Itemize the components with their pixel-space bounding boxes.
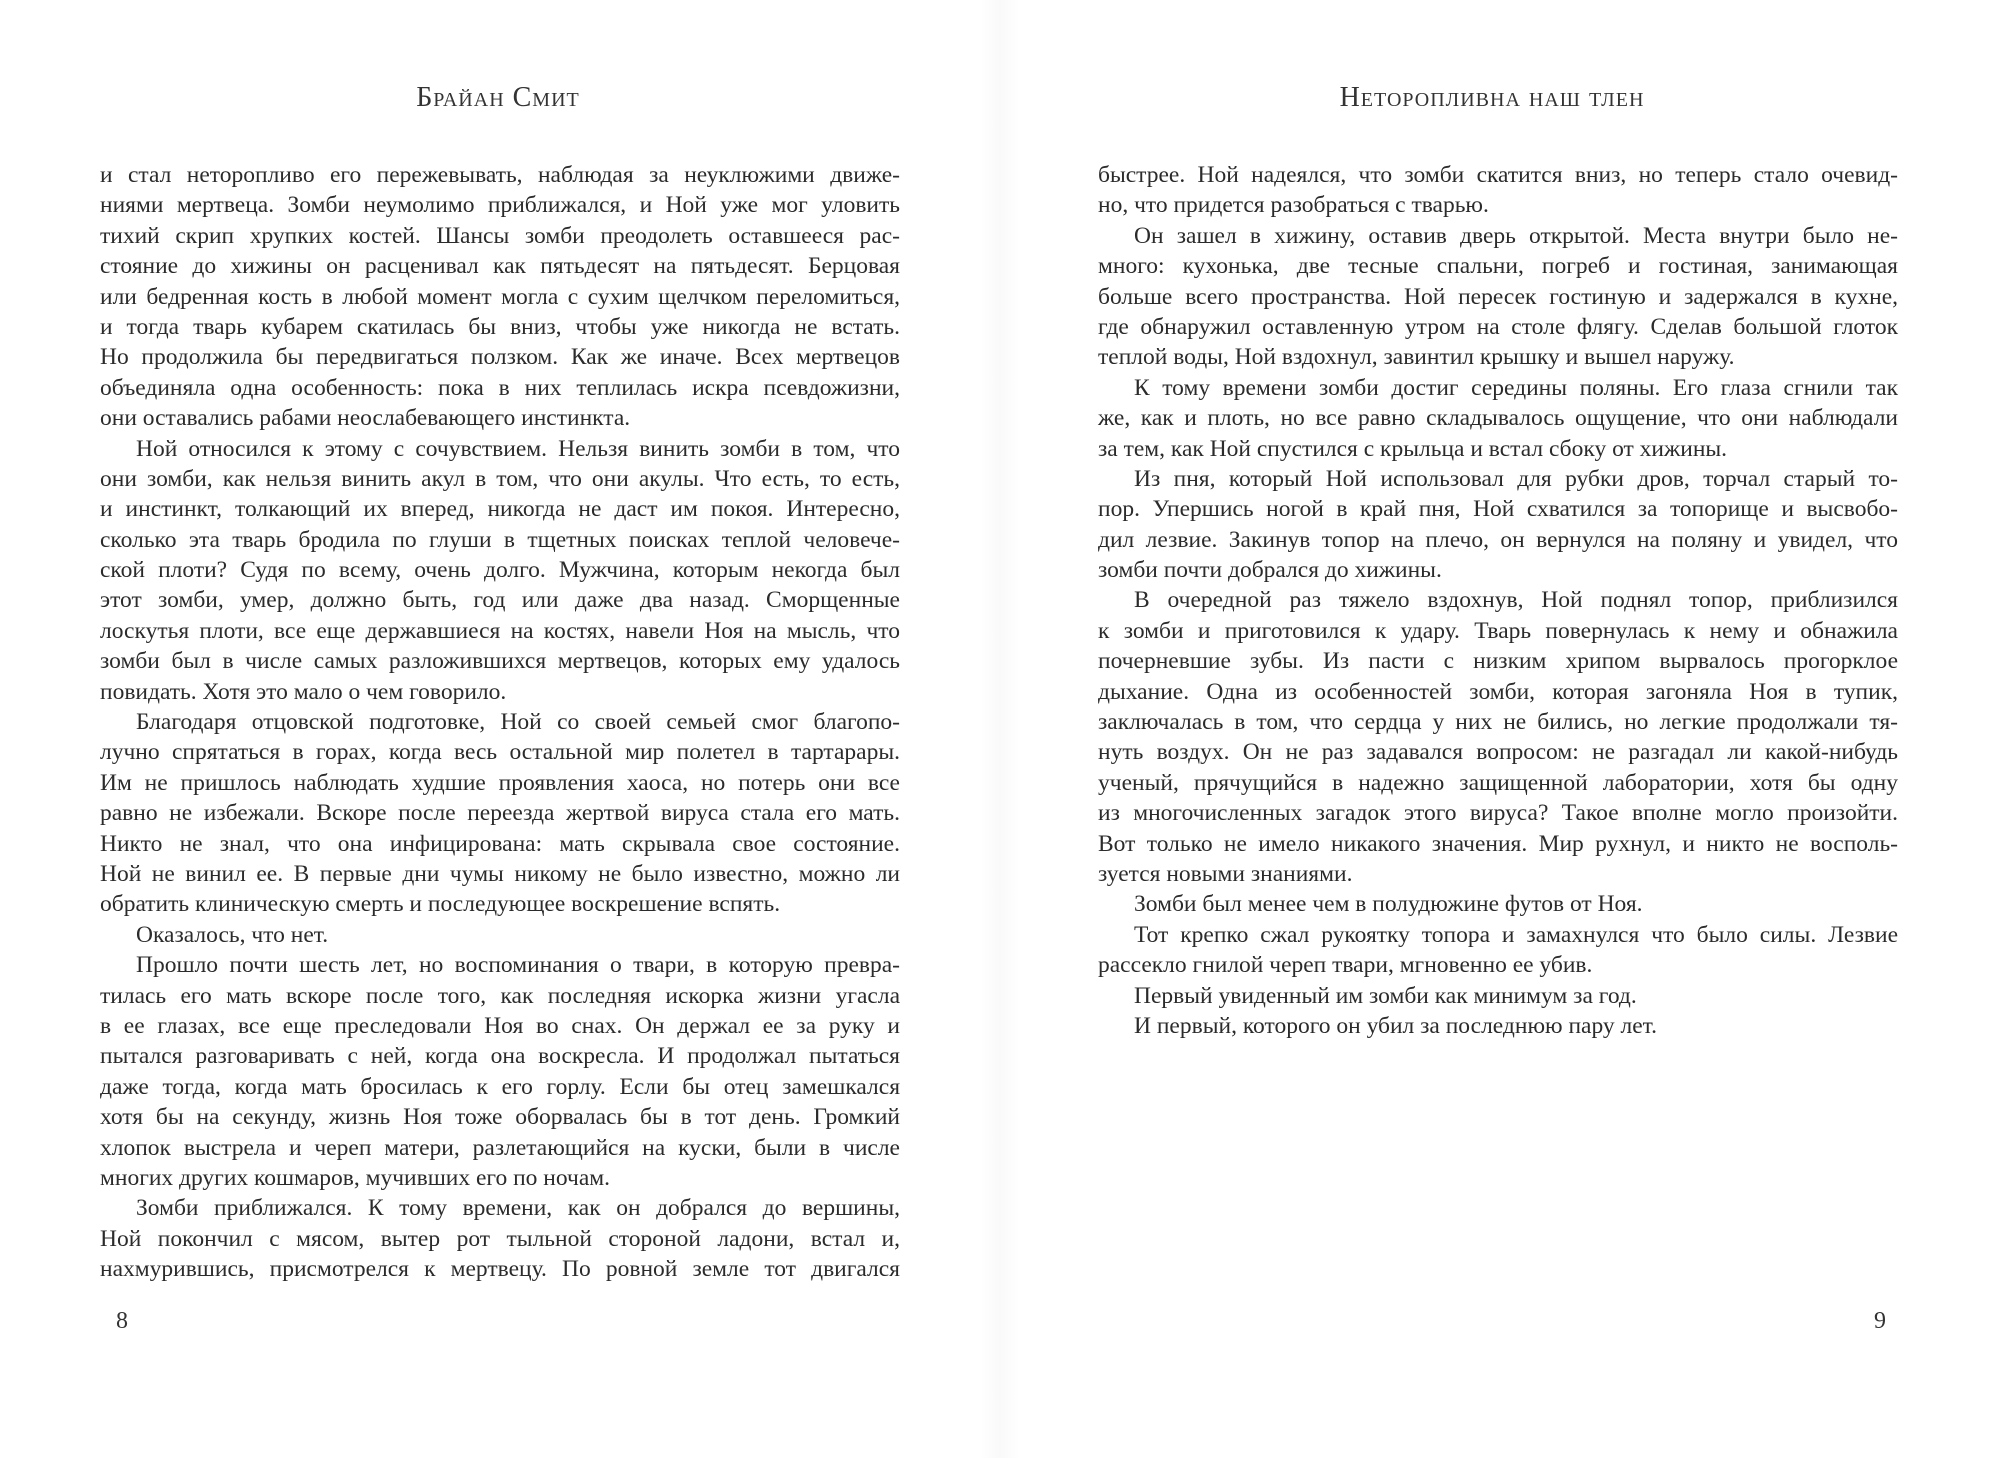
text-line: Первый увиденный им зомби как минимум за год. bbox=[1134, 982, 1637, 1009]
text-line: стояние до хижины он расценивал как пятьдесят на пятьдесят. Берцовая bbox=[100, 253, 900, 280]
right-page bbox=[1098, 0, 1898, 1458]
right-page-body-text bbox=[1098, 160, 1898, 1041]
left-page-body-text bbox=[100, 160, 900, 1284]
text-line: почерневшие зубы. Из пасти с низким хрипом вырвалось прогорклое bbox=[1098, 648, 1898, 675]
text-line: быстрее. Ной надеялся, что зомби скатится вниз, но теперь стало очевид- bbox=[1098, 162, 1898, 188]
text-line: Вот только не имело никакого значения. Мир рухнул, и никто не восполь- bbox=[1098, 830, 1898, 857]
text-line: В очередной раз тяжело вздохнув, Ной поднял топор, приблизился bbox=[1134, 587, 1898, 614]
text-line: в ее глазах, все еще преследовали Ноя во снах. Он держал ее за руку и bbox=[100, 1012, 900, 1039]
text-line: Ной не винил ее. В первые дни чумы никому не было известно, можно ли bbox=[100, 860, 900, 887]
text-line: или бедренная кость в любой момент могла с сухим щелчком переломиться, bbox=[100, 283, 900, 310]
text-line: заключалась в том, что сердца у них не бились, но легкие продолжали тя- bbox=[1098, 709, 1898, 736]
text-line: И первый, которого он убил за последнюю пару лет. bbox=[1134, 1012, 1658, 1039]
text-line: сколько эта тварь бродила по глуши в тщетных поисках теплой человече- bbox=[100, 526, 900, 553]
text-line: Ной покончил с мясом, вытер рот тыльной стороной ладони, встал и, bbox=[100, 1225, 900, 1252]
text-line: хотя бы на секунду, жизнь Ноя тоже оборвалась бы в тот день. Громкий bbox=[100, 1104, 900, 1131]
left-page bbox=[100, 0, 900, 1458]
text-line: пор. Упершись ногой в край пня, Ной схватился за топорище и высвобо- bbox=[1098, 496, 1898, 523]
text-line: дил лезвие. Закинув топор на плечо, он вернулся на поляну и увидел, что bbox=[1098, 526, 1898, 553]
text-line: Зомби был менее чем в полудюжине футов от Ноя. bbox=[1134, 891, 1643, 918]
text-line: лоскутья плоти, все еще державшиеся на костях, навели Ноя на мысль, что bbox=[100, 617, 900, 644]
text-line: же, как и плоть, но все равно складывалось ощущение, что они наблюдали bbox=[1098, 405, 1898, 432]
text-line: тилась его мать вскоре после того, как последняя искорка жизни угасла bbox=[100, 982, 900, 1009]
text-line: Им не пришлось наблюдать худшие проявления хаоса, но потерь они все bbox=[100, 769, 900, 796]
text-line: пытался разговаривать с ней, когда она воскресла. И продолжал пытаться bbox=[100, 1043, 900, 1070]
page-number-left: 8 bbox=[116, 1308, 128, 1334]
text-line: больше всего пространства. Ной пересек гостиную и задержался в кухне, bbox=[1098, 283, 1898, 310]
text-line: ниями мертвеца. Зомби неумолимо приближался, и Ной уже мог уловить bbox=[100, 192, 900, 219]
running-head-title: Неторопливна наш тлен bbox=[1339, 82, 1645, 113]
page-number-right: 9 bbox=[1874, 1308, 1886, 1334]
text-line: объединяла одна особенность: пока в них теплилась искра псевдожизни, bbox=[100, 374, 900, 401]
text-line: зуется новыми знаниями. bbox=[1098, 860, 1353, 887]
text-line: и тогда тварь кубарем скатилась бы вниз, чтобы уже никогда не встать. bbox=[100, 313, 900, 340]
text-line: нуть воздух. Он не раз задавался вопросом: не разгадал ли какой-нибудь bbox=[1098, 739, 1898, 766]
text-line: Никто не знал, что она инфицирована: мать скрывала свое состояние. bbox=[100, 830, 900, 857]
text-line: они оставались рабами неослабевающего инстинкта. bbox=[100, 405, 631, 432]
text-line: Но продолжила бы передвигаться ползком. Как же иначе. Всех мертвецов bbox=[100, 344, 900, 371]
text-line: ской плоти? Судя по всему, очень долго. Мужчина, которым некогда был bbox=[100, 557, 900, 584]
text-line: равно не избежали. Вскоре после переезда жертвой вируса стала его мать. bbox=[100, 800, 900, 827]
text-line: Из пня, который Ной использовал для рубки дров, торчал старый то- bbox=[1134, 465, 1898, 492]
text-line: к зомби и приготовился к удару. Тварь повернулась к нему и обнажила bbox=[1098, 617, 1898, 644]
text-line: Оказалось, что нет. bbox=[136, 921, 329, 948]
book-gutter bbox=[980, 0, 1020, 1458]
text-line: Тот крепко сжал рукоятку топора и замахнулся что было силы. Лезвие bbox=[1134, 921, 1898, 948]
text-line: повидать. Хотя это мало о чем говорило. bbox=[100, 678, 507, 705]
text-line: теплой воды, Ной вздохнул, завинтил крышку и вышел наружу. bbox=[1098, 344, 1735, 371]
text-line: этот зомби, умер, должно быть, год или даже два назад. Сморщенные bbox=[100, 587, 900, 614]
text-line: К тому времени зомби достиг середины поляны. Его глаза сгнили так bbox=[1134, 374, 1898, 401]
text-line: Благодаря отцовской подготовке, Ной со своей семьей смог благопо- bbox=[136, 709, 900, 736]
text-line: Прошло почти шесть лет, но воспоминания о твари, в которую превра- bbox=[136, 952, 900, 979]
text-line: обратить клиническую смерть и последующее воскрешение вспять. bbox=[100, 891, 781, 918]
text-line: Он зашел в хижину, оставив дверь открытой. Места внутри было не- bbox=[1134, 222, 1898, 249]
text-line: и стал неторопливо его пережевывать, наблюдая за неуклюжими движе- bbox=[100, 162, 900, 188]
text-line: даже тогда, когда мать бросилась к его горлу. Если бы отец замешкался bbox=[100, 1073, 900, 1100]
text-line: они зомби, как нельзя винить акул в том, что они акулы. Что есть, то есть, bbox=[100, 465, 900, 492]
text-line: тихий скрип хрупких костей. Шансы зомби преодолеть оставшееся рас- bbox=[100, 222, 900, 249]
text-line: дыхание. Одна из особенностей зомби, которая загоняла Ноя в тупик, bbox=[1098, 678, 1898, 705]
text-line: рассекло гнилой череп твари, мгновенно ее убив. bbox=[1098, 952, 1593, 979]
text-line: лучно спрятаться в горах, когда весь остальной мир полетел в тартарары. bbox=[100, 739, 900, 766]
text-line: за тем, как Ной спустился с крыльца и встал сбоку от хижины. bbox=[1098, 435, 1728, 462]
text-line: зомби был в числе самых разложившихся мертвецов, которых ему удалось bbox=[100, 648, 900, 675]
text-line: многих других кошмаров, мучивших его по ночам. bbox=[100, 1164, 611, 1191]
text-line: но, что придется разобраться с тварью. bbox=[1098, 192, 1489, 219]
text-line: много: кухонька, две тесные спальни, погреб и гостиная, занимающая bbox=[1098, 253, 1898, 280]
text-line: хлопок выстрела и череп матери, разлетающийся на куски, были в числе bbox=[100, 1134, 900, 1161]
text-line: и инстинкт, толкающий их вперед, никогда не даст им покоя. Интересно, bbox=[100, 496, 900, 523]
text-line: где обнаружил оставленную утром на столе флягу. Сделав большой глоток bbox=[1098, 313, 1898, 340]
running-head-author: Брайан Смит bbox=[416, 82, 580, 113]
text-line: ученый, прячущийся в надежно защищенной лаборатории, хотя бы одну bbox=[1098, 769, 1898, 796]
text-line: нахмурившись, присмотрелся к мертвецу. По ровной земле тот двигался bbox=[100, 1256, 900, 1283]
text-line: Ной относился к этому с сочувствием. Нельзя винить зомби в том, что bbox=[136, 435, 900, 462]
text-line: из многочисленных загадок этого вируса? Такое вполне могло произойти. bbox=[1098, 800, 1898, 827]
text-line: Зомби приближался. К тому времени, как он добрался до вершины, bbox=[136, 1195, 900, 1222]
text-line: зомби почти добрался до хижины. bbox=[1098, 557, 1442, 584]
